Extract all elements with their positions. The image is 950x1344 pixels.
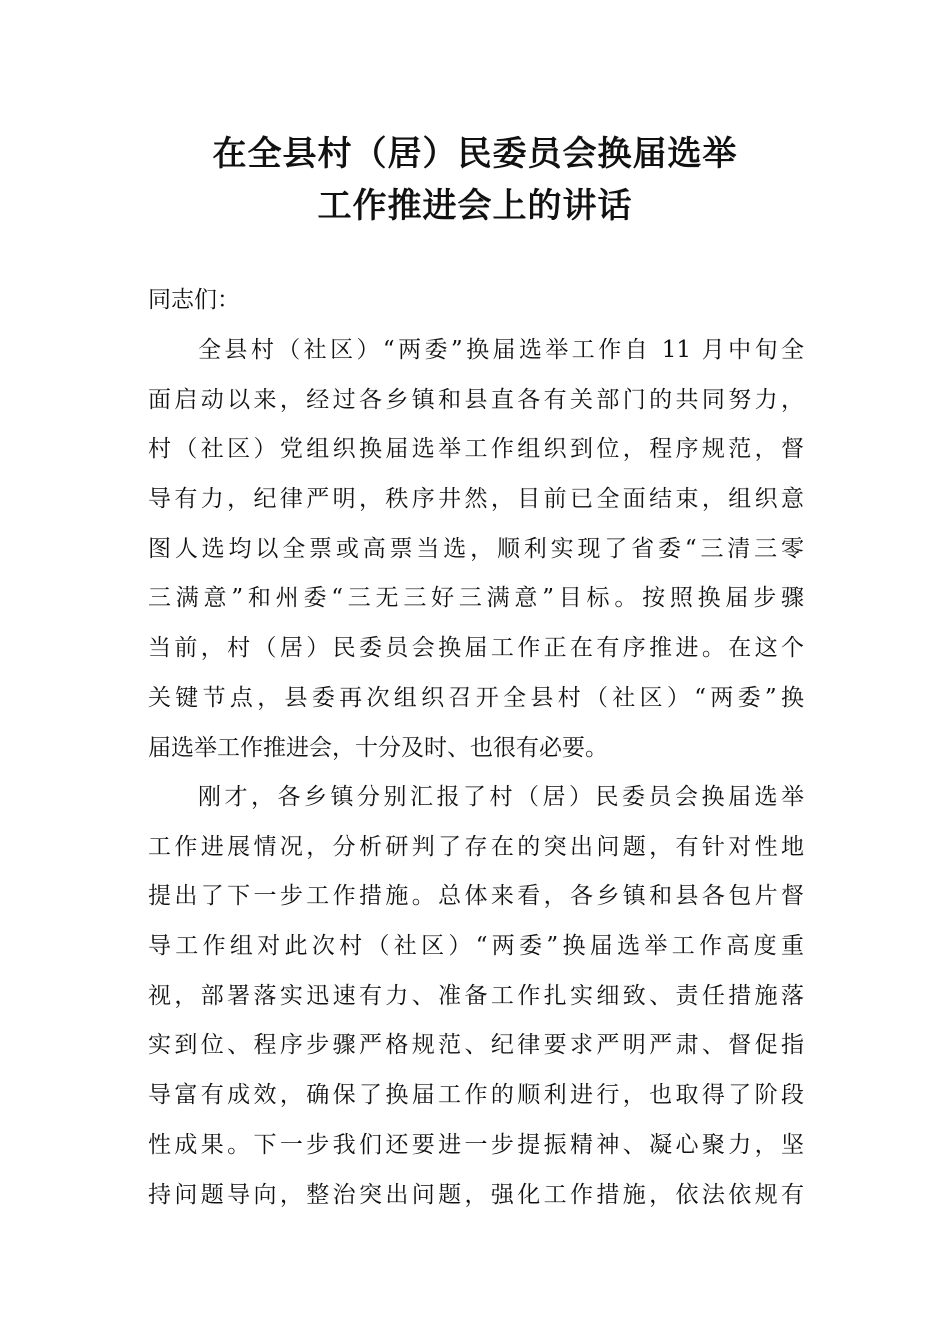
paragraph-line: 持问题导向，整治突出问题，强化工作措施，依法依规有	[148, 1181, 804, 1208]
paragraph-1	[148, 326, 804, 773]
paragraph-line: 全县村（社区）“两委”换届选举工作自 11 月中旬全	[198, 337, 804, 363]
paragraph-line: 关键节点，县委再次组织召开全县村（社区）“两委”换	[148, 684, 804, 711]
paragraph-line: 村（社区）党组织换届选举工作组织到位，程序规范，督	[148, 436, 804, 463]
paragraph-line: 图人选均以全票或高票当选，顺利实现了省委“三清三零	[148, 535, 804, 562]
paragraph-line: 性成果。下一步我们还要进一步提振精神、凝心聚力，坚	[148, 1131, 804, 1158]
paragraph-line: 实到位、程序步骤严格规范、纪律要求严明严肃、督促指	[148, 1032, 804, 1059]
paragraph-line: 届选举工作推进会，十分及时、也很有必要。	[148, 734, 608, 761]
paragraph-line: 视，部署落实迅速有力、准备工作扎实细致、责任措施落	[148, 982, 804, 1009]
paragraph-line: 导有力，纪律严明，秩序井然，目前已全面结束，组织意	[148, 486, 804, 513]
paragraph-line: 导富有成效，确保了换届工作的顺利进行，也取得了阶段	[148, 1082, 804, 1109]
document-title-line-1: 在全县村（居）民委员会换届选举	[212, 134, 738, 174]
paragraph-line: 当前，村（居）民委员会换届工作正在有序推进。在这个	[148, 635, 804, 662]
paragraph-line: 三满意”和州委“三无三好三满意”目标。按照换届步骤	[148, 585, 804, 612]
paragraph-2	[148, 773, 804, 1220]
salutation: 同志们：	[148, 287, 240, 313]
paragraph-line: 工作进展情况，分析研判了存在的突出问题，有针对性地	[148, 833, 804, 860]
paragraph-line: 刚才，各乡镇分别汇报了村（居）民委员会换届选举	[198, 784, 804, 810]
paragraph-line: 导工作组对此次村（社区）“两委”换届选举工作高度重	[148, 933, 804, 960]
document-title-line-2: 工作推进会上的讲话	[317, 186, 633, 226]
paragraph-line: 提出了下一步工作措施。总体来看，各乡镇和县各包片督	[148, 883, 804, 910]
paragraph-line: 面启动以来，经过各乡镇和县直各有关部门的共同努力，	[148, 386, 804, 413]
